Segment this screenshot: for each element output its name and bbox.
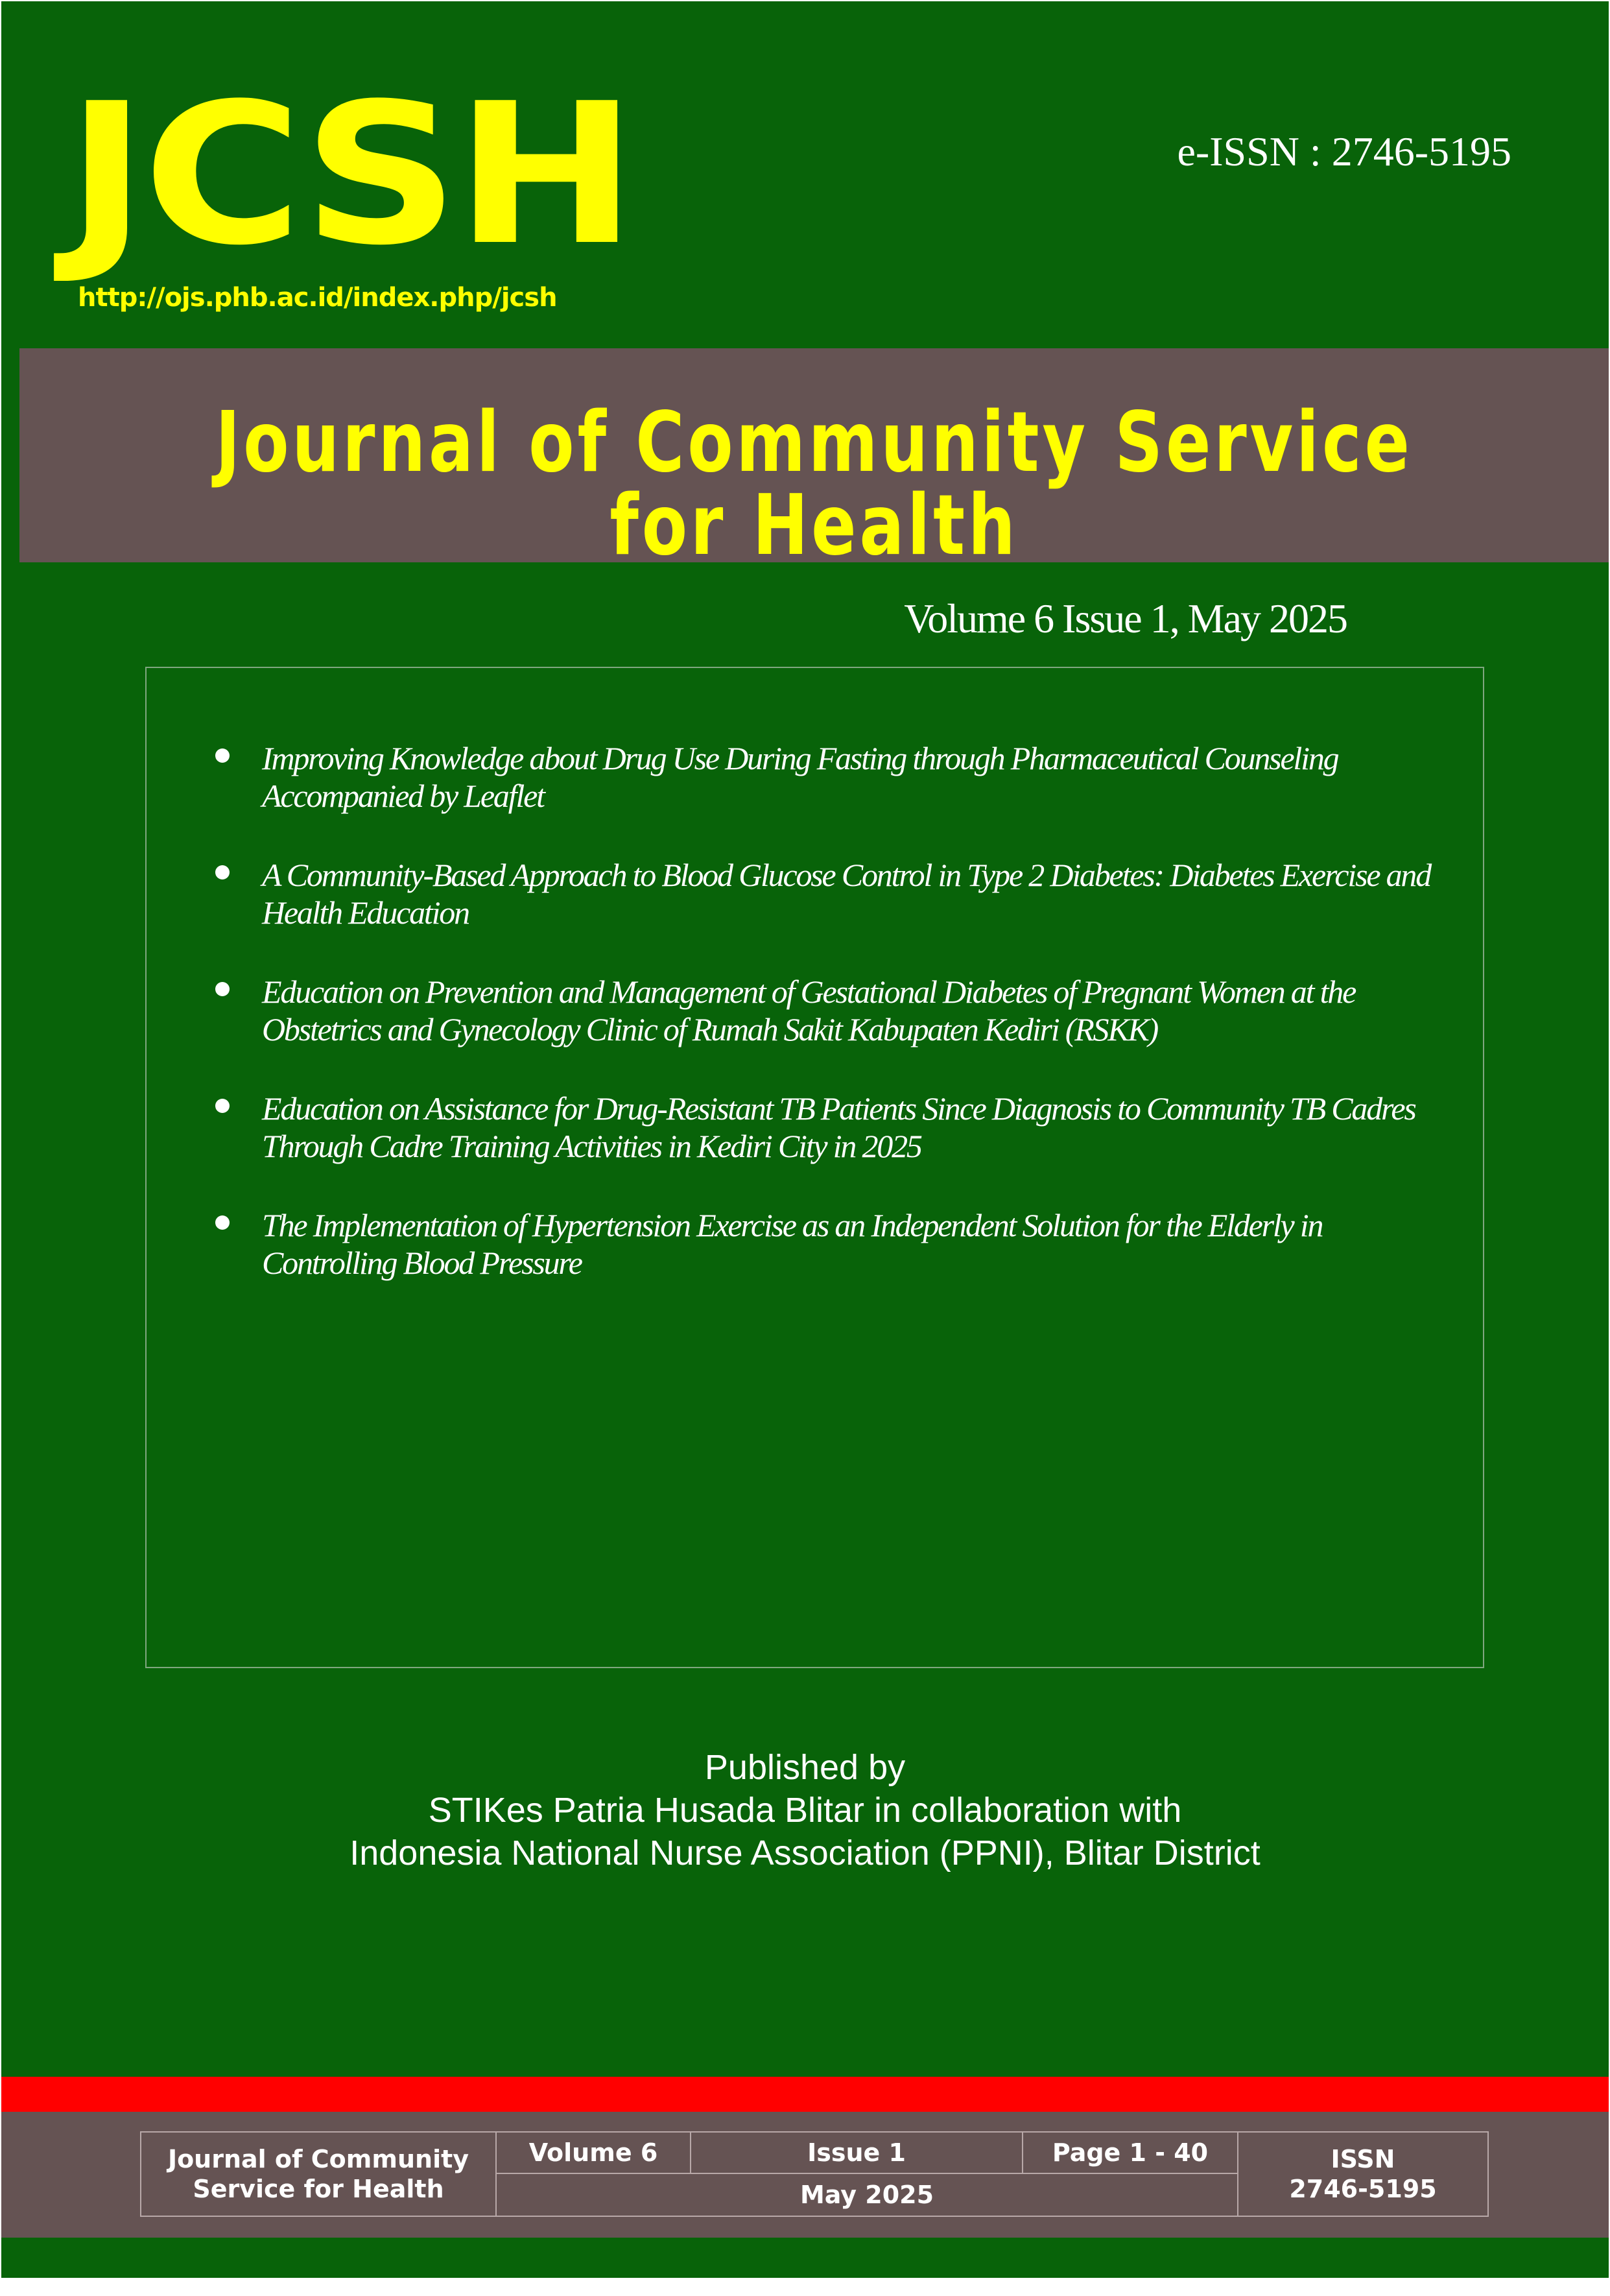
journal-cover [1,1,1609,2278]
table-of-contents [145,667,1484,1668]
footer-month: May 2025 [495,2174,1237,2216]
footer-info-table [140,2131,1489,2217]
publisher-line-1: Published by [704,1748,906,1787]
footer-journal-line-1: Journal of Community [167,2145,469,2173]
bullet-icon [215,1215,230,1230]
footer-journal-line-2: Service for Health [193,2175,444,2203]
journal-url[interactable]: http://ojs.phb.ac.id/index.php/jcsh [78,283,557,313]
footer-issn [1237,2133,1487,2216]
article-item [147,739,1483,815]
footer-issn-value: 2746-5195 [1289,2175,1437,2203]
footer-volume: Volume 6 [495,2133,690,2174]
publisher-line-2: STIKes Patria Husada Blitar in collaboration with [428,1791,1182,1830]
journal-logo: JCSH [66,62,633,288]
bullet-icon [215,865,230,879]
eissn-label: e-ISSN : 2746-5195 [1177,128,1511,174]
footer-issue: Issue 1 [690,2133,1022,2174]
footer-band [1,2112,1609,2238]
article-item [147,1090,1483,1165]
bullet-icon [215,748,230,763]
article-list [147,739,1483,1323]
bullet-icon [215,1099,230,1113]
publisher-info [1,1746,1609,1874]
article-item [147,973,1483,1048]
article-title: Improving Knowledge about Drug Use During Fasting through Pharmaceutical Counseling Accompanied by Leaflet [262,740,1338,814]
article-title: A Community-Based Approach to Blood Glucose Control in Type 2 Diabetes: Diabetes Exercise and Health Education [262,857,1431,931]
article-item [147,1206,1483,1282]
title-band [19,348,1609,574]
article-title: The Implementation of Hypertension Exercise as an Independent Solution for the Elderly in Controlling Blood Pressure [262,1207,1323,1281]
publisher-line-3: Indonesia National Nurse Association (PPNI), Blitar District [349,1834,1261,1872]
article-item [147,856,1483,931]
journal-title: Journal of Community Service for Health [215,394,1413,574]
red-stripe [1,2077,1609,2112]
article-title: Education on Prevention and Management of Gestational Diabetes of Pregnant Women at the Obstetrics and Gynecology Clinic of Rumah Sakit Kabupaten Kediri (RSKK) [262,974,1356,1047]
footer-issn-label: ISSN [1331,2145,1395,2173]
footer-pages: Page 1 - 40 [1022,2133,1237,2174]
article-title: Education on Assistance for Drug-Resistant TB Patients Since Diagnosis to Community TB Cadres Through Cadre Training Activities in Kediri City in 2025 [262,1090,1415,1164]
footer-journal-name [141,2133,495,2216]
volume-issue-date: Volume 6 Issue 1, May 2025 [904,595,1347,641]
bullet-icon [215,982,230,996]
